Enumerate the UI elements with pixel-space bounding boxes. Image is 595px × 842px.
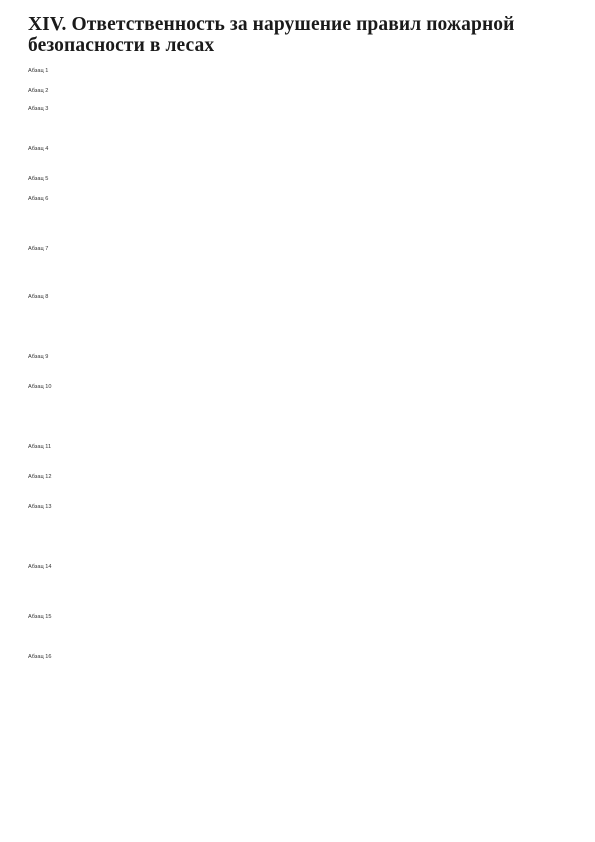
page-title	[28, 14, 562, 56]
paragraph-36-non-compliance: Абзац 15	[28, 614, 52, 620]
paragraph-on-the-spot-fines: Абзац 10	[28, 384, 52, 390]
paragraph-fine-destruction: Абзац 3	[28, 106, 49, 112]
paragraph-violations-order: Абзац 14	[28, 564, 52, 570]
paragraph-fine-general: Абзац 2	[28, 88, 49, 94]
paragraph-authorized-officials-intro: Абзац 5	[28, 176, 49, 182]
paragraph-senior-engineers: Абзац 8	[28, 294, 49, 300]
page-title-line-2: безопасности в лесах	[28, 35, 215, 56]
paragraph-administrative-commissions: Абзац 9	[28, 354, 49, 360]
paragraph-state-committee-chairman: Абзац 6	[28, 196, 49, 202]
paragraph-37-forestry-bodies: Абзац 16	[28, 654, 52, 660]
paragraph-35-work-suspension: Абзац 13	[28, 504, 52, 510]
paragraph-32-intro: Абзац 1	[28, 68, 49, 74]
paragraph-joint-liability: Абзац 4	[28, 146, 49, 152]
paragraph-33-fine-exemption: Абзац 11	[28, 444, 52, 450]
paragraph-34-enterprise-liability: Абзац 12	[28, 474, 52, 480]
paragraph-department-heads: Абзац 7	[28, 246, 49, 252]
page-title-line-1: XIV. Ответственность за нарушение правил пожарной	[28, 14, 515, 35]
